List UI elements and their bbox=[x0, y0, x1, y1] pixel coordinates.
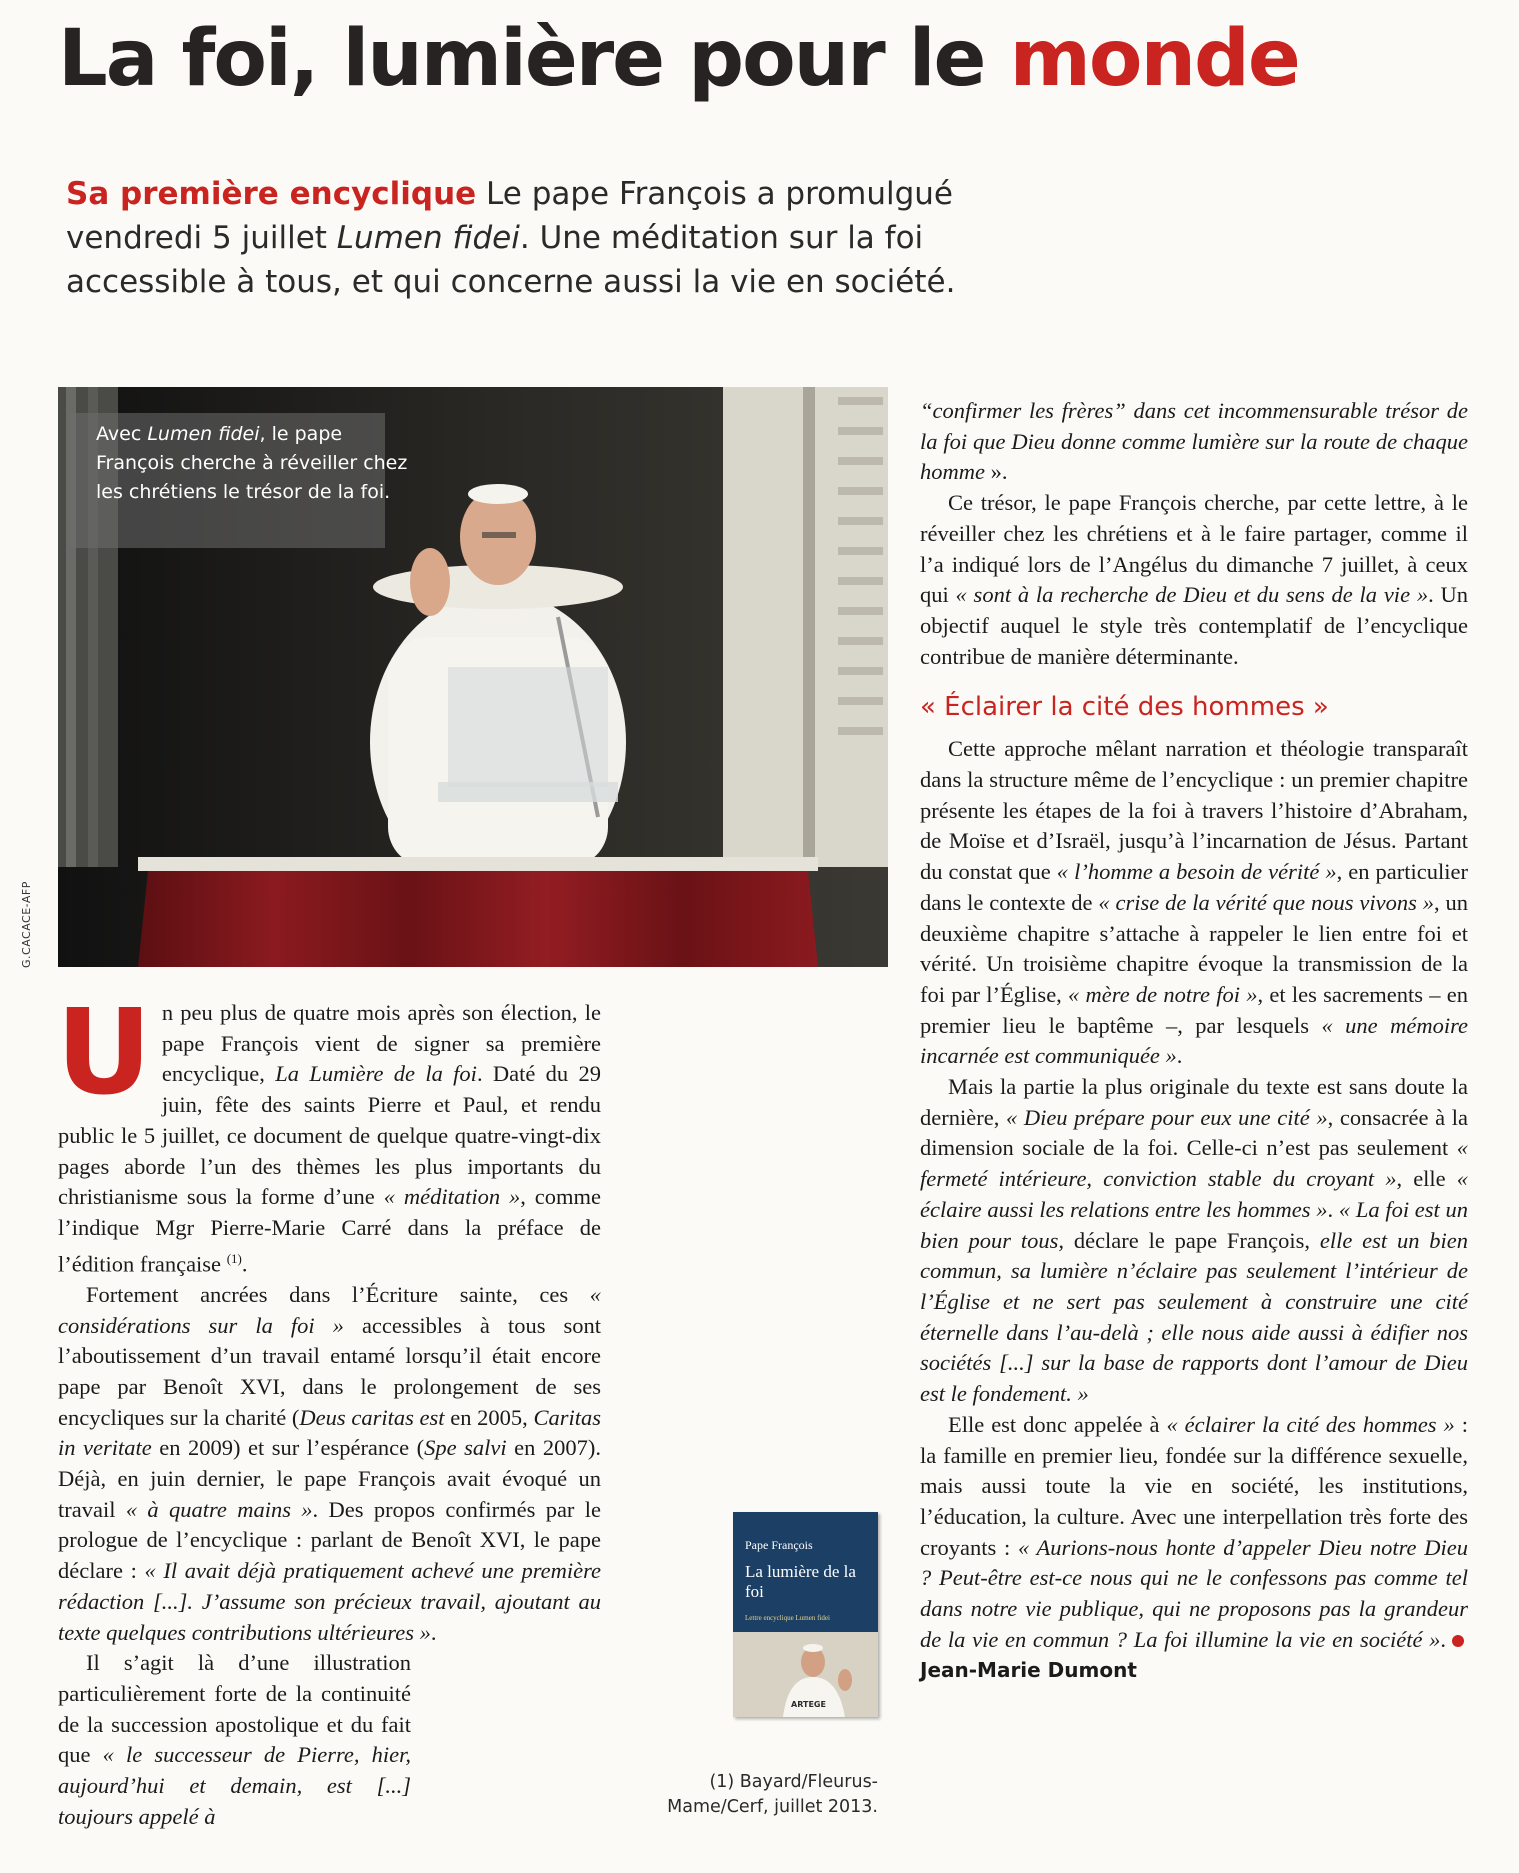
body-italic: La Lumière de la foi bbox=[275, 1061, 477, 1087]
body-italic: « La foi est un bien pour tous, bbox=[920, 1196, 1469, 1253]
body-italic: Deus caritas est bbox=[299, 1404, 445, 1430]
body-text: . bbox=[1327, 1196, 1339, 1222]
body-italic: « éclaire aussi les relations entre les hommes » bbox=[920, 1166, 1468, 1222]
photo-caption bbox=[96, 420, 426, 507]
body-italic: “confirmer les frères” dans cet incommensurable trésor de la foi que Dieu donne comme lumière sur la route de chaque homme bbox=[920, 398, 1468, 485]
body-italic: « Dieu prépare pour eux une cité » bbox=[1005, 1104, 1328, 1130]
body-paragraph bbox=[920, 396, 1468, 488]
book-publisher: ARTEGE bbox=[791, 1700, 826, 1709]
body-italic: « mère de notre foi » bbox=[1068, 981, 1258, 1007]
body-text: Ce trésor, le pape François cherche, par cette lettre, à le réveiller chez les chrétiens et à le faire partager, comme il l’a indiqué lors de l’Angélus du dimanche 7 juillet, à ceux qui bbox=[920, 490, 1468, 608]
body-text: n peu plus de quatre mois après son élection, le pape François vient de signer sa première encyclique, bbox=[161, 1000, 601, 1087]
body-text: . Un objectif auquel le style très contemplatif de l’encyclique contribue de manière déterminante. bbox=[920, 582, 1468, 669]
body-italic: « crise de la vérité que nous vivons » bbox=[1098, 889, 1435, 915]
author-signature: Jean-Marie Dumont bbox=[920, 1658, 1137, 1683]
body-italic: « Aurions-nous honte d’appeler Dieu notre Dieu ? Peut-être est-ce nous qui ne le confessons pas comme tel dans notre vie publique, qui ne proposons pas la grandeur de la vie en commun ? La foi illumine la vie en société » bbox=[920, 1534, 1468, 1652]
body-italic: « sont à la recherche de Dieu et du sens de la vie » bbox=[955, 582, 1429, 608]
body-text: . Des propos confirmés par le prologue de l’encyclique : parlant de Benoît XVI, le pape déclare : bbox=[58, 1496, 601, 1584]
body-paragraph bbox=[920, 1072, 1468, 1410]
body-text: Fortement ancrées dans l’Écriture sainte, ces bbox=[86, 1281, 590, 1307]
body-text: déclare le pape François, bbox=[1064, 1227, 1320, 1253]
book-subtitle: Lettre encyclique Lumen fidei bbox=[745, 1614, 830, 1622]
body-text: en 2005, bbox=[444, 1404, 534, 1430]
body-text: , en particulier dans le contexte de bbox=[920, 859, 1469, 915]
body-text: Il s’agit là d’une illustration particulièrement forte de la continuité de la succession apostolique et du fait que bbox=[58, 1650, 411, 1768]
body-text: . bbox=[1176, 1043, 1183, 1069]
body-text: , elle bbox=[1396, 1166, 1457, 1192]
article-title bbox=[58, 14, 1498, 104]
caption-text: , le pape François cherche à réveiller chez les chrétiens le trésor de la foi. bbox=[96, 423, 408, 503]
body-paragraph bbox=[56, 983, 601, 1280]
body-text: . bbox=[241, 1251, 248, 1277]
title-main: La foi, lumière pour le bbox=[58, 14, 1010, 104]
body-italic: « Il avait déjà pratiquement achevé une première rédaction [...]. J’assume son précieux travail, ajoutant au texte quelques contributions ultérieures » bbox=[58, 1558, 602, 1645]
footnote-line: Mame/Cerf, juillet 2013. bbox=[667, 1797, 878, 1817]
photo-credit: G.CACACE-AFP bbox=[20, 881, 33, 968]
body-italic: elle est un bien commun, sa lumière n’éclaire pas seulement l’intérieur de l’Église et ne sert pas seulement à construire une cité éternelle dans l’au-delà ; elle nous aide aussi à édifier nos sociétés [...] sur la base de rapports dont l’amour de Dieu est le fondement. » bbox=[920, 1227, 1468, 1407]
body-italic: « méditation » bbox=[383, 1184, 521, 1210]
body-paragraph bbox=[58, 1648, 601, 1832]
body-italic: « à quatre mains » bbox=[125, 1496, 313, 1522]
body-text: . Daté du 29 juin, fête des saints Pierre et Paul, et rendu public le 5 juillet, ce document de quelque quatre-vingt-dix pages aborde l’un des thèmes les plus importants du christianisme sous la forme d’une bbox=[58, 1061, 601, 1210]
drop-cap: U bbox=[56, 983, 152, 1121]
footnote-ref: (1) bbox=[226, 1250, 242, 1266]
body-paragraph bbox=[920, 734, 1468, 1072]
body-text: Mais la partie la plus originale du texte est sans doute la dernière, bbox=[920, 1074, 1468, 1130]
body-paragraph bbox=[920, 1410, 1468, 1686]
body-text: , et les sacrements – en premier lieu le baptême –, par lesquels bbox=[920, 981, 1469, 1038]
body-text: , consacrée à la dimension sociale de la foi. Celle-ci n’est pas seulement bbox=[920, 1104, 1468, 1161]
body-italic: « une mémoire incarnée est communiquée » bbox=[920, 1012, 1468, 1069]
body-text: , un deuxième chapitre s’attache à rappeler le lien entre foi et vérité. Un troisième chapitre évoque la transmission de la foi par l’Église, bbox=[920, 889, 1469, 1007]
lead-kicker: Sa première encyclique bbox=[66, 176, 477, 212]
lead-paragraph bbox=[66, 172, 966, 304]
body-paragraph bbox=[58, 1280, 601, 1648]
body-italic: Spe salvi bbox=[424, 1435, 507, 1461]
caption-text: Avec bbox=[96, 423, 148, 445]
body-text: : la famille en premier lieu, fondée sur la différence sexuelle, mais aussi toute la vie en société, les institutions, l’éducation, la culture. Avec une interpellation très forte des croyants : bbox=[920, 1411, 1468, 1560]
book-author: Pape François bbox=[745, 1538, 813, 1552]
body-italic: « éclairer la cité des hommes » bbox=[1166, 1411, 1455, 1437]
body-text: . bbox=[1440, 1626, 1446, 1652]
body-italic: « considérations sur la foi » bbox=[58, 1281, 601, 1338]
body-paragraph bbox=[920, 488, 1468, 672]
body-text: Elle est donc appelée à bbox=[948, 1411, 1167, 1437]
body-text: Cette approche mêlant narration et théologie transparaît dans la structure même de l’encyclique : un premier chapitre présente les étapes de la foi à travers l’histoire d’Abraham, de Moïse et d’Israël, jusqu’à l’incarnation de Jésus. Partant du constat que bbox=[920, 736, 1468, 885]
body-text: . bbox=[430, 1619, 437, 1645]
lead-text: . Une méditation sur la foi accessible à tous, et qui concerne aussi la vie en société. bbox=[66, 220, 956, 300]
body-italic: Caritas in veritate bbox=[58, 1404, 601, 1461]
body-italic: « l’homme a besoin de vérité » bbox=[1056, 859, 1337, 885]
body-text: , comme l’indique Mgr Pierre-Marie Carré dans la préface de l’édition française bbox=[58, 1184, 601, 1277]
caption-italic: Lumen fidei bbox=[147, 423, 260, 445]
body-text: accessibles à tous sont l’aboutissement d’un travail entamé lorsqu’il était encore pape par Benoît XVI, dans le prolongement de ses encycliques sur la charité ( bbox=[58, 1312, 601, 1430]
footnote bbox=[640, 1770, 878, 1820]
left-column bbox=[56, 983, 602, 1832]
lead-text: Le pape François a promulgué vendredi 5 juillet bbox=[66, 176, 953, 256]
body-text: ». bbox=[984, 459, 1008, 485]
body-italic: « le successeur de Pierre, hier, aujourd’hui et demain, est [...] toujours appelé à bbox=[58, 1742, 411, 1829]
footnote-line: (1) Bayard/Fleurus- bbox=[709, 1772, 878, 1792]
book-title: La lumière de la foi bbox=[745, 1562, 856, 1601]
body-italic: « fermeté intérieure, conviction stable du croyant » bbox=[920, 1135, 1468, 1192]
section-subhead: « Éclairer la cité des hommes » bbox=[920, 692, 1329, 723]
lead-italic: Lumen fidei bbox=[336, 220, 520, 256]
book-cover bbox=[733, 1512, 878, 1717]
title-accent-word: monde bbox=[1009, 14, 1299, 104]
body-text: en 2009) et sur l’espérance ( bbox=[151, 1435, 425, 1461]
right-column bbox=[920, 396, 1468, 1686]
body-text: en 2007). Déjà, en juin dernier, le pape François avait évoqué un travail bbox=[58, 1435, 602, 1522]
bullet-dot-icon bbox=[1452, 1635, 1464, 1647]
